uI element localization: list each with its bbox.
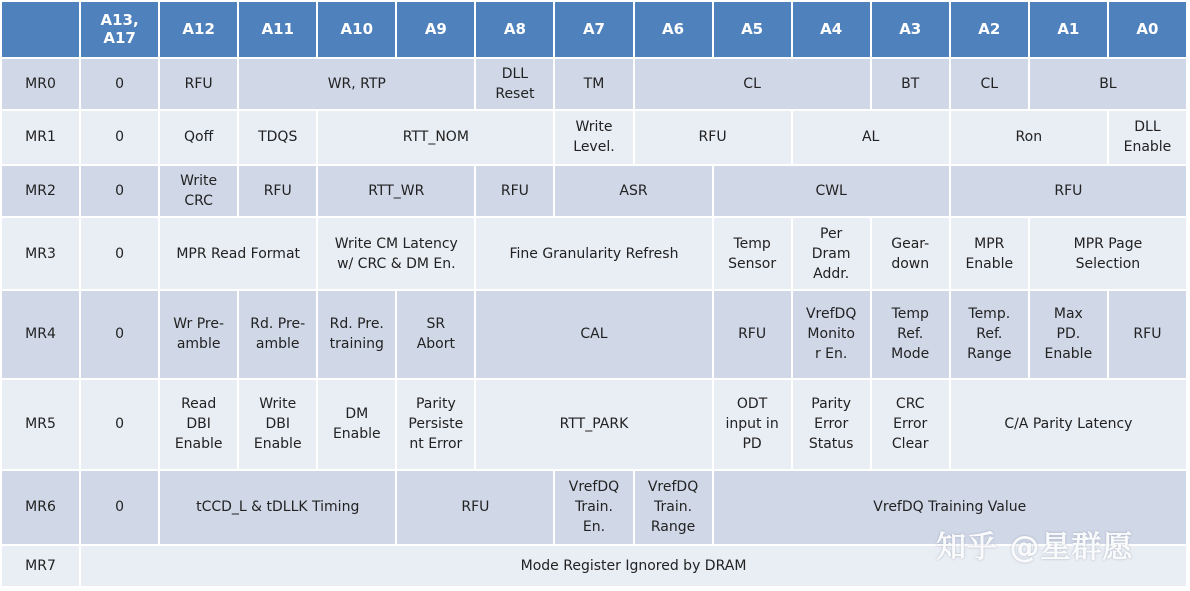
field-cell: RFU — [714, 291, 791, 378]
row-label: MR6 — [2, 471, 79, 544]
header-a10: A10 — [318, 2, 395, 57]
a13-cell: 0 — [81, 471, 158, 544]
row-label: MR4 — [2, 291, 79, 378]
field-cell: MPR Read Format — [160, 218, 316, 289]
header-a1: A1 — [1030, 2, 1107, 57]
row-mr2 — [2, 166, 1186, 217]
field-cell: Write CRC — [160, 166, 237, 217]
field-cell: Gear- down — [872, 218, 949, 289]
field-cell: CL — [635, 59, 870, 110]
field-cell: TDQS — [239, 111, 316, 164]
field-cell: AL — [793, 111, 949, 164]
header-a2: A2 — [951, 2, 1028, 57]
field-cell: DLL Enable — [1109, 111, 1186, 164]
a13-cell: 0 — [81, 380, 158, 469]
field-cell: Wr Pre- amble — [160, 291, 237, 378]
header-a11: A11 — [239, 2, 316, 57]
header-corner — [2, 2, 79, 57]
field-cell: RFU — [397, 471, 553, 544]
field-cell: VrefDQ Train. Range — [635, 471, 712, 544]
header-a9: A9 — [397, 2, 474, 57]
field-cell: RFU — [635, 111, 791, 164]
field-cell: Max PD. Enable — [1030, 291, 1107, 378]
field-cell: RTT_NOM — [318, 111, 553, 164]
field-cell: CAL — [476, 291, 711, 378]
row-mr3 — [2, 218, 1186, 289]
field-cell: RTT_PARK — [476, 380, 711, 469]
field-cell: Fine Granularity Refresh — [476, 218, 711, 289]
a13-cell: 0 — [81, 218, 158, 289]
header-a13-a17: A13, A17 — [81, 2, 158, 57]
row-label: MR0 — [2, 59, 79, 110]
field-cell: WR, RTP — [239, 59, 474, 110]
header-a4: A4 — [793, 2, 870, 57]
a13-cell: 0 — [81, 111, 158, 164]
header-a0: A0 — [1109, 2, 1186, 57]
field-cell: RFU — [239, 166, 316, 217]
field-cell: Parity Error Status — [793, 380, 870, 469]
header-a3: A3 — [872, 2, 949, 57]
field-cell: CWL — [714, 166, 949, 217]
header-a5: A5 — [714, 2, 791, 57]
field-cell: MPR Enable — [951, 218, 1028, 289]
row-mr4 — [2, 291, 1186, 378]
field-cell: TM — [555, 59, 632, 110]
field-cell: DM Enable — [318, 380, 395, 469]
field-cell: Rd. Pre. training — [318, 291, 395, 378]
row-mr5 — [2, 380, 1186, 469]
field-cell: SR Abort — [397, 291, 474, 378]
field-cell: BT — [872, 59, 949, 110]
header-a8: A8 — [476, 2, 553, 57]
row-mr1 — [2, 111, 1186, 164]
field-cell: Temp Ref. Mode — [872, 291, 949, 378]
field-cell: Ron — [951, 111, 1107, 164]
field-cell: RFU — [160, 59, 237, 110]
field-cell: ASR — [555, 166, 711, 217]
field-cell: Rd. Pre- amble — [239, 291, 316, 378]
field-cell: BL — [1030, 59, 1186, 110]
field-cell: CRC Error Clear — [872, 380, 949, 469]
field-cell: Per Dram Addr. — [793, 218, 870, 289]
field-cell: Write DBI Enable — [239, 380, 316, 469]
field-cell: ODT input in PD — [714, 380, 791, 469]
header-a12: A12 — [160, 2, 237, 57]
a13-cell: 0 — [81, 291, 158, 378]
field-cell: Read DBI Enable — [160, 380, 237, 469]
field-cell: Parity Persiste nt Error — [397, 380, 474, 469]
a13-cell: 0 — [81, 166, 158, 217]
watermark: 知乎 @星群愿 — [936, 530, 1134, 565]
field-cell: RFU — [476, 166, 553, 217]
field-cell: VrefDQ Monito r En. — [793, 291, 870, 378]
field-cell: RFU — [951, 166, 1186, 217]
row-label: MR1 — [2, 111, 79, 164]
a13-cell: 0 — [81, 59, 158, 110]
field-cell: RTT_WR — [318, 166, 474, 217]
row-mr0 — [2, 59, 1186, 110]
row-label: MR3 — [2, 218, 79, 289]
field-cell: Write CM Latency w/ CRC & DM En. — [318, 218, 474, 289]
field-cell: VrefDQ Train. En. — [555, 471, 632, 544]
field-cell: VrefDQ Training Value — [714, 471, 1186, 544]
field-cell: Temp. Ref. Range — [951, 291, 1028, 378]
row-label: MR7 — [2, 546, 79, 586]
field-cell: Mode Register Ignored by DRAM — [81, 546, 1186, 586]
field-cell: tCCD_L & tDLLK Timing — [160, 471, 395, 544]
field-cell: MPR Page Selection — [1030, 218, 1186, 289]
header-a6: A6 — [635, 2, 712, 57]
field-cell: C/A Parity Latency — [951, 380, 1186, 469]
field-cell: Qoff — [160, 111, 237, 164]
header-row — [2, 2, 1186, 57]
row-label: MR2 — [2, 166, 79, 217]
header-a7: A7 — [555, 2, 632, 57]
field-cell: Write Level. — [555, 111, 632, 164]
field-cell: DLL Reset — [476, 59, 553, 110]
row-label: MR5 — [2, 380, 79, 469]
field-cell: RFU — [1109, 291, 1186, 378]
field-cell: Temp Sensor — [714, 218, 791, 289]
field-cell: CL — [951, 59, 1028, 110]
